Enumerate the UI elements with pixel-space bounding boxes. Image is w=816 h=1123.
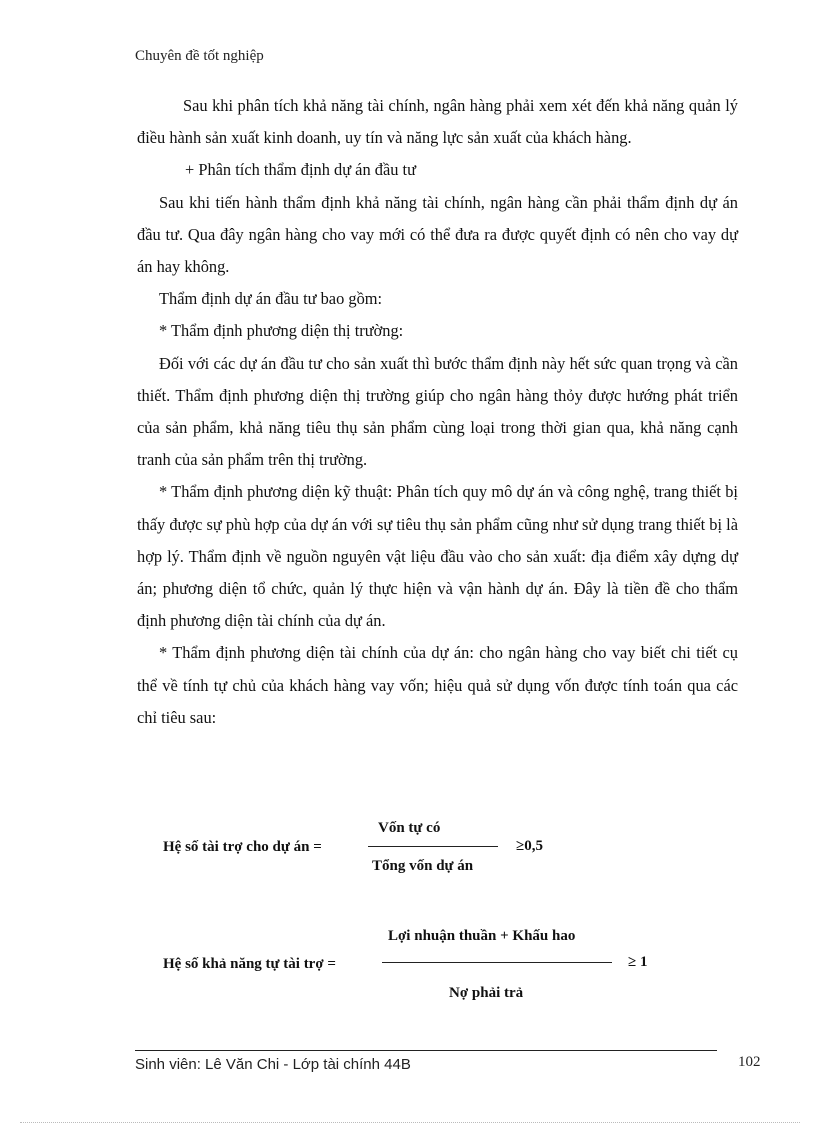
body-text — [137, 90, 738, 734]
paragraph-4: Thẩm định dự án đầu tư bao gồm: — [159, 289, 383, 309]
formula-2-numerator: Lợi nhuận thuần + Khấu hao — [388, 928, 576, 944]
paragraph-1: Sau khi phân tích khả năng tài chính, ngân hàng phải xem xét đến khả năng quản lý điều hành sản xuất kinh doanh, uy tín và năng lực sản xuất của khách hàng. — [137, 96, 738, 148]
formula-1-lhs: Hệ số tài trợ cho dự án = — [163, 839, 322, 855]
footer-rule — [135, 1050, 717, 1051]
formula-1-condition: ≥0,5 — [516, 838, 543, 854]
page-header: Chuyên đề tốt nghiệp — [135, 48, 264, 64]
formula-1-fraction-bar — [368, 846, 498, 847]
formula-1-numerator: Vốn tự có — [378, 820, 441, 836]
paragraph-7: * Thẩm định phương diện kỹ thuật: Phân tích quy mô dự án và công nghệ, trang thiết bị thấy được sự phù hợp của dự án với sự tiêu thụ sản phẩm cũng như sử dụng trang thiết bị là hợp lý. Thẩm định về nguồn nguyên vật liệu đầu vào cho sản xuất: địa điểm xây dựng dự án; phương diện tổ chức, quản lý thực hiện và vận hành dự án. Đây là tiền đề cho thẩm định phương diện tài chính của dự án. — [137, 482, 738, 631]
paragraph-6: Đối với các dự án đầu tư cho sản xuất thì bước thẩm định này hết sức quan trọng và cần thiết. Thẩm định phương diện thị trường giúp cho ngân hàng thỏy được hướng phát triển của sản phẩm, khả năng tiêu thụ sản phẩm cùng loại trong thời gian qua, khả năng cạnh tranh của sản phẩm trên thị trường. — [137, 353, 738, 470]
paragraph-2: + Phân tích thẩm định dự án đầu tư — [185, 160, 416, 180]
formula-2-lhs: Hệ số khả năng tự tài trợ = — [163, 956, 336, 972]
formula-2-condition: ≥ 1 — [628, 954, 648, 970]
formula-1-denominator: Tổng vốn dự án — [372, 858, 474, 874]
paragraph-8: * Thẩm định phương diện tài chính của dự án: cho ngân hàng cho vay biết chi tiết cụ thể về tính tự chủ của khách hàng vay vốn; hiệu quả sử dụng vốn được tính toán qua các chỉ tiêu sau: — [137, 643, 738, 727]
paragraph-3: Sau khi tiến hành thẩm định khả năng tài chính, ngân hàng cần phải thẩm định dự án đầu tư. Qua đây ngân hàng cho vay mới có thể đưa ra được quyết định có nên cho vay dự án hay không. — [137, 192, 738, 277]
formula-2-denominator: Nợ phải trả — [449, 985, 524, 1001]
formula-2-fraction-bar — [382, 962, 612, 963]
page-footer: Sinh viên: Lê Văn Chi - Lớp tài chính 44B — [135, 1056, 411, 1073]
paragraph-5: * Thẩm định phương diện thị trường: — [159, 321, 404, 341]
page-number: 102 — [738, 1054, 761, 1070]
